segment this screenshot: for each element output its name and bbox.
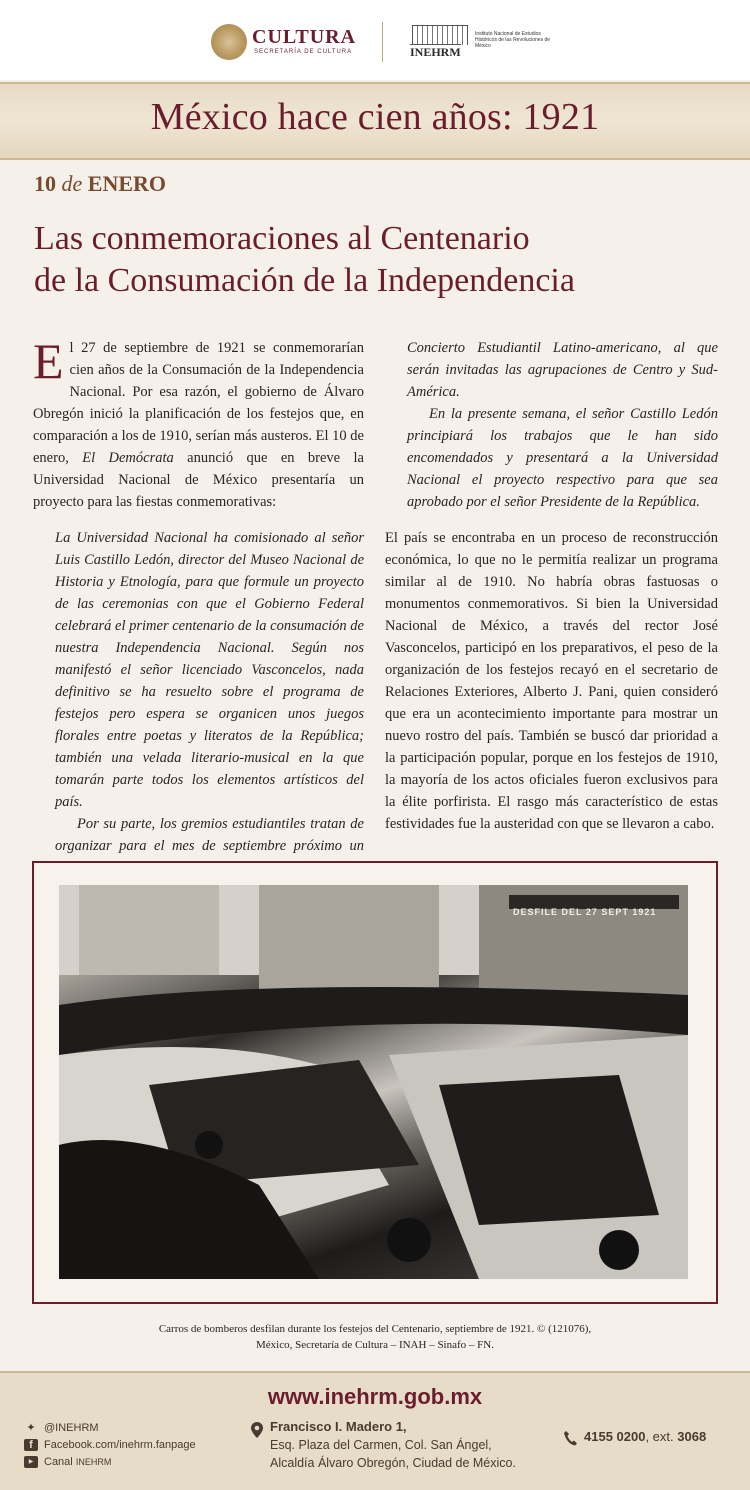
left-column xyxy=(33,333,364,879)
article-date xyxy=(34,171,166,197)
phone-icon xyxy=(563,1430,577,1446)
intro-text-end: anunció que en breve la Universidad Nacional de México presentaría un proyecto para las fiestas conmemorativas: xyxy=(33,450,364,510)
twitter-handle: @INEHRM xyxy=(44,1421,99,1434)
facebook-link[interactable] xyxy=(24,1436,234,1453)
drop-cap: E xyxy=(33,333,64,389)
newspaper-name: El Demócrata xyxy=(82,450,174,466)
intro-paragraph xyxy=(33,333,364,513)
address-line-2: Esq. Plaza del Carmen, Col. San Ángel, xyxy=(270,1438,492,1452)
logo-divider xyxy=(382,22,383,62)
address-block xyxy=(270,1418,550,1472)
headline-line-1: Las conmemoraciones al Centenario xyxy=(34,220,530,257)
quote-paragraph-4: En la presente semana, el señor Castillo Ledón principiará los trabajos que le han sido encomendados y presentará a la Universidad Nacional el proyecto respectivo para que sea aprobado por el señor Presidente de la República. xyxy=(407,406,718,510)
inehrm-logo-name: Instituto Nacional de Estudios Históricos de las Revoluciones de México xyxy=(475,31,551,49)
youtube-prefix: Canal xyxy=(44,1455,73,1468)
location-pin-icon xyxy=(251,1422,263,1438)
phone-number[interactable] xyxy=(584,1429,706,1444)
inehrm-logo-word: INEHRM xyxy=(410,45,461,59)
cultura-logo-title: CULTURA xyxy=(252,26,357,48)
social-links xyxy=(24,1419,234,1470)
facebook-icon: f xyxy=(24,1439,38,1451)
cultura-logo-subtitle: SECRETARÍA DE CULTURA xyxy=(254,49,353,55)
coat-of-arms-icon xyxy=(211,24,247,60)
address-street: Francisco I. Madero 1, xyxy=(270,1419,407,1434)
caption-line-1: Carros de bomberos desfilan durante los festejos del Centenario, septiembre de 1921. © (121076), xyxy=(158,1323,592,1335)
quote-paragraph-1: La Universidad Nacional ha comisionado al señor Luis Castillo Ledón, director del Museo Nacional de Historia y Etnología, para que formule un proyecto de las ceremonias con que el Gobierno Federal celebrará el primer centenario de la consumación de nuestra Independencia Nacional. Según nos manifestó el señor licenciado Vasconcelos, nada definitivo se ha resuelto sobre el programa de festejos pero espera se organicen unos juegos florales entre poetas y literatos de la República; también una velada literario-musical en la que tomarán parte todos los elementos artísticos del país. xyxy=(55,530,364,810)
right-column xyxy=(385,337,718,835)
photo-caption xyxy=(75,1321,675,1353)
headline-line-2: de la Consumación de la Independencia xyxy=(34,262,575,299)
phone-ext: 3068 xyxy=(677,1429,707,1444)
historic-photo xyxy=(59,885,688,1279)
quote-continuation xyxy=(385,337,718,513)
photo-banner-text: DESFILE DEL 27 SEPT 1921 xyxy=(513,907,657,917)
address-line-3: Alcaldía Álvaro Obregón, Ciudad de México. xyxy=(270,1456,516,1470)
article-headline xyxy=(34,218,734,302)
phone-main: 4155 0200 xyxy=(584,1429,646,1444)
youtube-icon: ▶ xyxy=(24,1456,38,1468)
quote-paragraph-3: Concierto Estudiantil Latino-americano, al que serán invitadas las agrupaciones de Centro y Sud-América. xyxy=(407,340,718,400)
date-day: 10 xyxy=(34,171,56,196)
phone-ext-label: , ext. xyxy=(645,1429,674,1444)
facebook-url: Facebook.com/inehrm.fanpage xyxy=(44,1438,196,1451)
date-de: de xyxy=(61,171,83,196)
header-logos xyxy=(0,0,750,80)
quote-paragraph-2: Por su parte, los gremios estudiantiles tratan de organizar para el mes de septiembre próximo un xyxy=(55,816,364,854)
website-link[interactable]: www.inehrm.gob.mx xyxy=(267,1384,483,1409)
intro-text-start: l 27 de septiembre de 1921 se conmemorarían cien años de la Consumación de la Independencia Nacional. Por esa razón, el gobierno de Álvaro Obregón inició la planificación de los festejos que, en comparación a los de 1910, serían más austeros. El 10 de enero, xyxy=(33,340,364,466)
twitter-icon: ✦ xyxy=(26,1421,36,1434)
parade-scene-image xyxy=(59,885,688,1279)
twitter-link[interactable] xyxy=(24,1419,234,1436)
caption-line-2: México, Secretaría de Cultura – INAH – Sinafo – FN. xyxy=(256,1339,494,1351)
youtube-link[interactable] xyxy=(24,1453,234,1470)
youtube-channel: INEHRM xyxy=(75,1456,112,1467)
closing-paragraph: El país se encontraba en un proceso de reconstrucción económica, lo que no le permitía realizar un programa similar al de 1910. No habría obras fastuosas o monumentos conmemorativos. Si bien la Universidad Nacional de México, a través del rector José Vasconcelos, participó en los preparativos, el peso de la organización de los festejos recayó en el secretario de Relaciones Exteriores, Alberto J. Pani, quien consideró que era un acontecimiento importante para mostrar un nuevo rostro del país. También se buscó dar prioridad a la participación popular, porque en los festejos de 1910, la mayoría de los actos oficiales fueron exclusivos para la élite porfirista. El rasgo más característico de estas festividades fue la austeridad con que se llevaron a cabo. xyxy=(385,530,718,832)
quote-block xyxy=(33,527,364,879)
page-title: México hace cien años: 1921 xyxy=(150,96,600,138)
building-icon xyxy=(412,25,468,45)
date-month: ENERO xyxy=(87,171,167,196)
